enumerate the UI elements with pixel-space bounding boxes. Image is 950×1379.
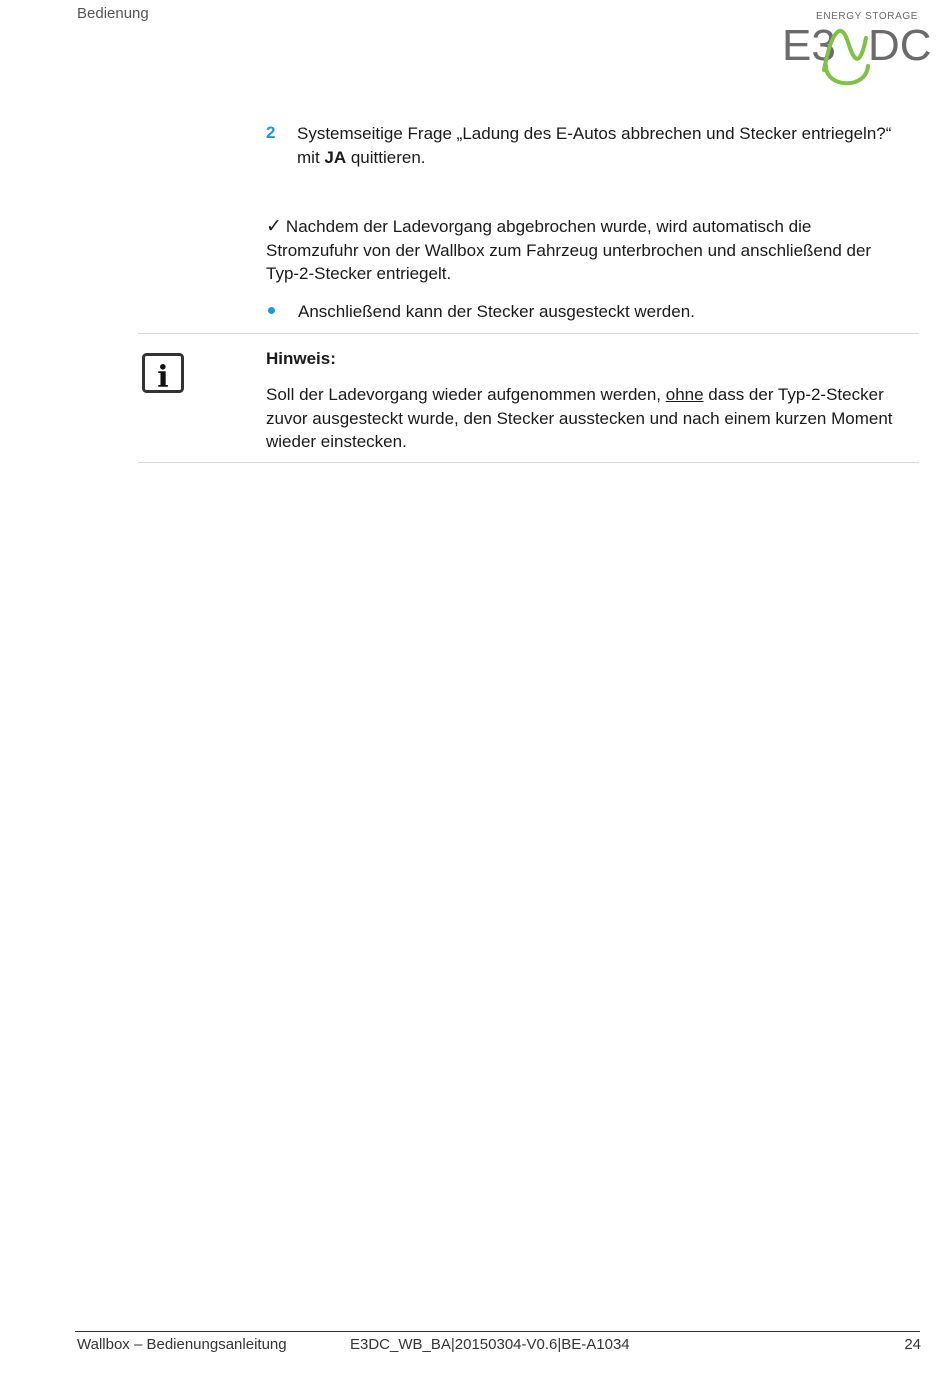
logo-tagline: ENERGY STORAGE [816, 11, 918, 22]
note-bottom-divider [138, 462, 919, 463]
note-top-divider [138, 333, 919, 334]
svg-text:E3: E3 [782, 21, 836, 70]
note-text: Soll der Ladevorgang wieder aufgenommen werden, ohne dass der Typ-2-Stecker zuvor ausgesteckt wurde, den Stecker ausstecken und nach einem kurzen Moment wieder einstecken. [266, 385, 893, 451]
svg-text:i: i [157, 360, 169, 395]
checkmark-icon: ✓ [266, 216, 282, 237]
result-paragraph: ✓ Nachdem der Ladevorgang abgebrochen wurde, wird automatisch die Stromzufuhr von der Wallbox zum Fahrzeug unterbrochen und anschließend der Typ-2-Stecker entriegelt. [266, 216, 872, 283]
bullet-text: Anschließend kann der Stecker ausgesteckt werden. [298, 302, 695, 321]
header-section-title: Bedienung [77, 5, 149, 22]
bullet-dot-icon [268, 307, 275, 314]
footer-divider [75, 1331, 920, 1332]
info-icon [142, 353, 184, 393]
step-confirm-word: JA [324, 147, 347, 167]
note-title: Hinweis: [266, 349, 336, 368]
step-number: 2 [266, 123, 276, 142]
svg-text:DC: DC [868, 21, 932, 70]
footer-doc-id: E3DC_WB_BA|20150304-V0.6|BE-A1034 [350, 1336, 630, 1353]
page-number: 24 [904, 1336, 921, 1353]
step-text: Systemseitige Frage „Ladung des E-Autos abbrechen und Stecker entriegeln?“ mit JA quittieren. [297, 124, 892, 167]
footer-title: Wallbox – Bedienungsanleitung [77, 1336, 287, 1353]
note-emphasis: ohne [665, 385, 704, 404]
e3dc-logo [780, 8, 932, 90]
